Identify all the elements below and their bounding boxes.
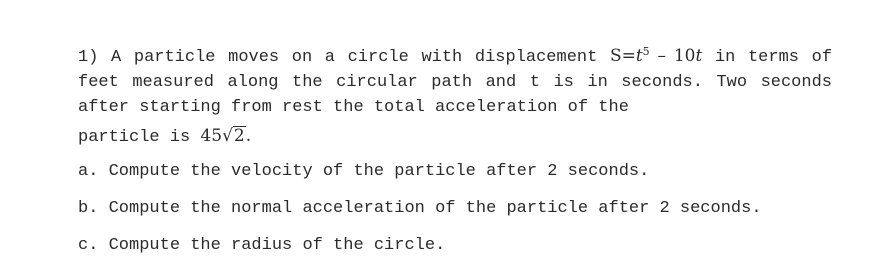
sub-question-text: Compute the radius of the circle. [108, 236, 446, 255]
sub-question-label: b. [78, 199, 99, 218]
last-line-prefix: particle is [78, 128, 201, 147]
statement-text-before-equation: A particle moves on a circle with displacement [111, 48, 610, 67]
problem-statement [78, 44, 832, 150]
equation-exponent: 5 [642, 45, 650, 58]
sub-question-label: c. [78, 236, 99, 255]
equation-variable: t [695, 46, 703, 66]
displacement-equation [610, 46, 702, 66]
acceleration-coefficient: 45 [200, 126, 223, 146]
equation-lhs: S= [609, 46, 636, 66]
problem-block [78, 44, 832, 273]
acceleration-value: 45√2. [200, 126, 252, 146]
sub-question-label: a. [78, 162, 99, 181]
sub-question-text: Compute the normal acceleration of the particle after 2 seconds. [108, 199, 762, 218]
sub-question-b [78, 199, 832, 219]
sub-question-list [78, 162, 832, 256]
equation-operator: – [649, 46, 674, 66]
statement-text-after-equation: in terms of feet measured along the circular path and t is in seconds. Two seconds after starting from rest the total acceleration of the [78, 48, 833, 117]
statement-last-line [78, 124, 251, 150]
acceleration-radicand: 2 [233, 126, 245, 146]
sub-question-c [78, 236, 832, 256]
problem-number: 1) [78, 48, 99, 67]
sub-question-text: Compute the velocity of the particle after 2 seconds. [108, 162, 650, 181]
acceleration-suffix: . [245, 126, 252, 146]
equation-base: t [635, 46, 643, 66]
sub-question-a [78, 162, 832, 182]
equation-coefficient: 10 [673, 46, 696, 66]
